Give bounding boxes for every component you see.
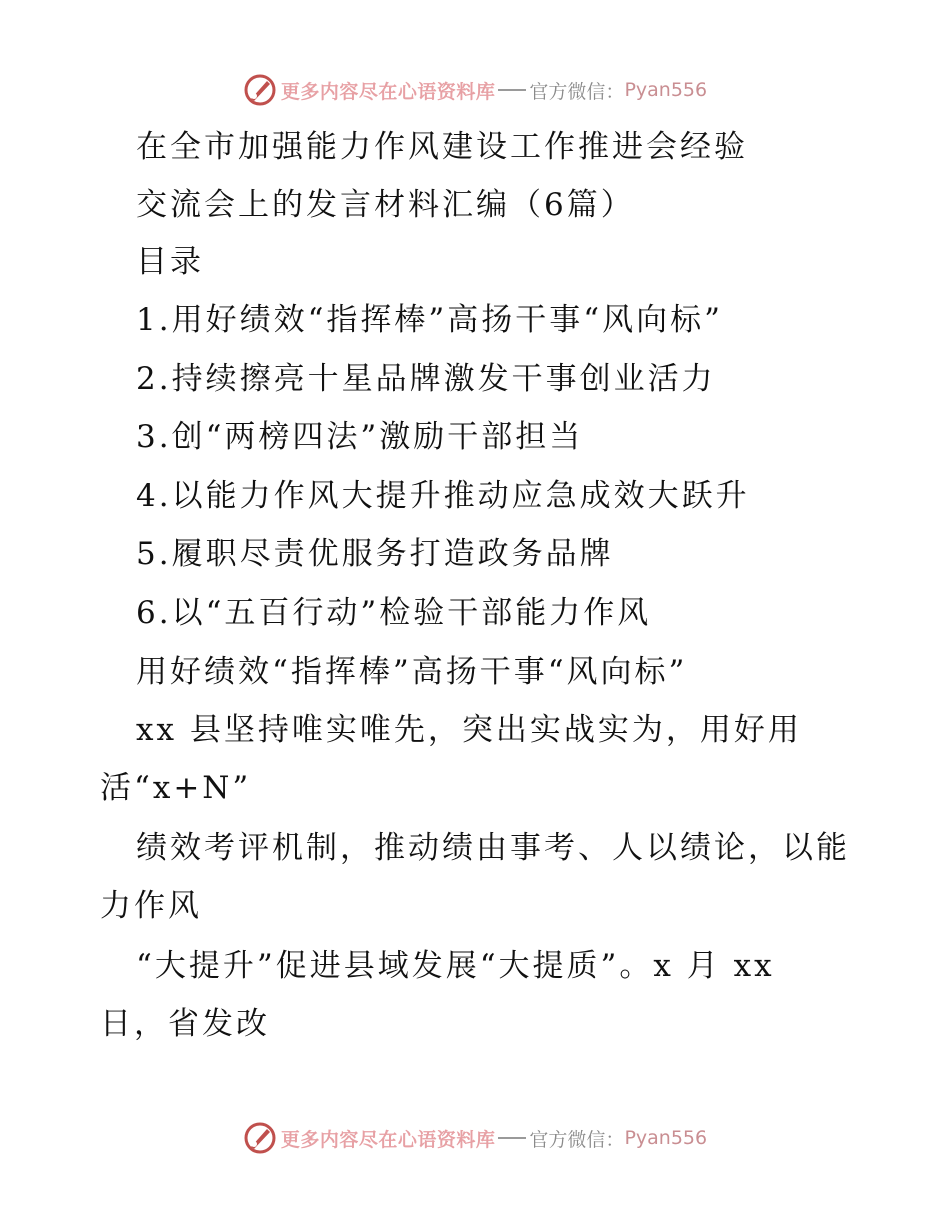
banner-main-text: 更多内容尽在心语资料库 (280, 1128, 496, 1151)
toc-item: 6.以“五百行动”检验干部能力作风 (136, 595, 652, 631)
section-title: 用好绩效“指挥棒”高扬干事“风向标” (136, 654, 688, 690)
document-title-line-1: 在全市加强能力作风建设工作推进会经验 (136, 129, 748, 165)
toc-item: 3.创“两榜四法”激励干部担当 (136, 419, 584, 455)
quill-logo-icon (243, 73, 277, 107)
body-paragraph-line: 绩效考评机制，推动绩由事考、人以绩论，以能 (136, 830, 850, 866)
watermark-banner-top (0, 70, 950, 110)
banner-id-text: Pyan556 (624, 1127, 708, 1149)
banner-sub-text: 官方微信： (529, 80, 625, 103)
body-paragraph-line: xx 县坚持唯实唯先，突出实战实为，用好用 (136, 712, 802, 748)
toc-item: 5.履职尽责优服务打造政务品牌 (136, 536, 614, 572)
quill-logo-icon (243, 1121, 277, 1155)
watermark-banner-bottom (0, 1118, 950, 1158)
toc-item: 2.持续擦亮十星品牌激发干事创业活力 (136, 361, 716, 397)
body-paragraph-line: “大提升”促进县域发展“大提质”。x 月 xx (136, 948, 775, 984)
body-paragraph-line: 活“x+N” (100, 770, 252, 806)
body-paragraph-line: 日，省发改 (100, 1006, 270, 1042)
banner-main-text: 更多内容尽在心语资料库 (280, 80, 496, 103)
toc-item: 4.以能力作风大提升推动应急成效大跃升 (136, 478, 750, 514)
body-paragraph-line: 力作风 (100, 888, 202, 924)
banner-dash (498, 1137, 526, 1139)
toc-item: 1.用好绩效“指挥棒”高扬干事“风向标” (136, 302, 723, 338)
banner-sub-text: 官方微信： (529, 1128, 625, 1151)
toc-heading: 目录 (136, 244, 204, 280)
banner-id-text: Pyan556 (624, 79, 708, 101)
document-title-line-2: 交流会上的发言材料汇编（6篇） (136, 187, 635, 223)
banner-dash (498, 89, 526, 91)
